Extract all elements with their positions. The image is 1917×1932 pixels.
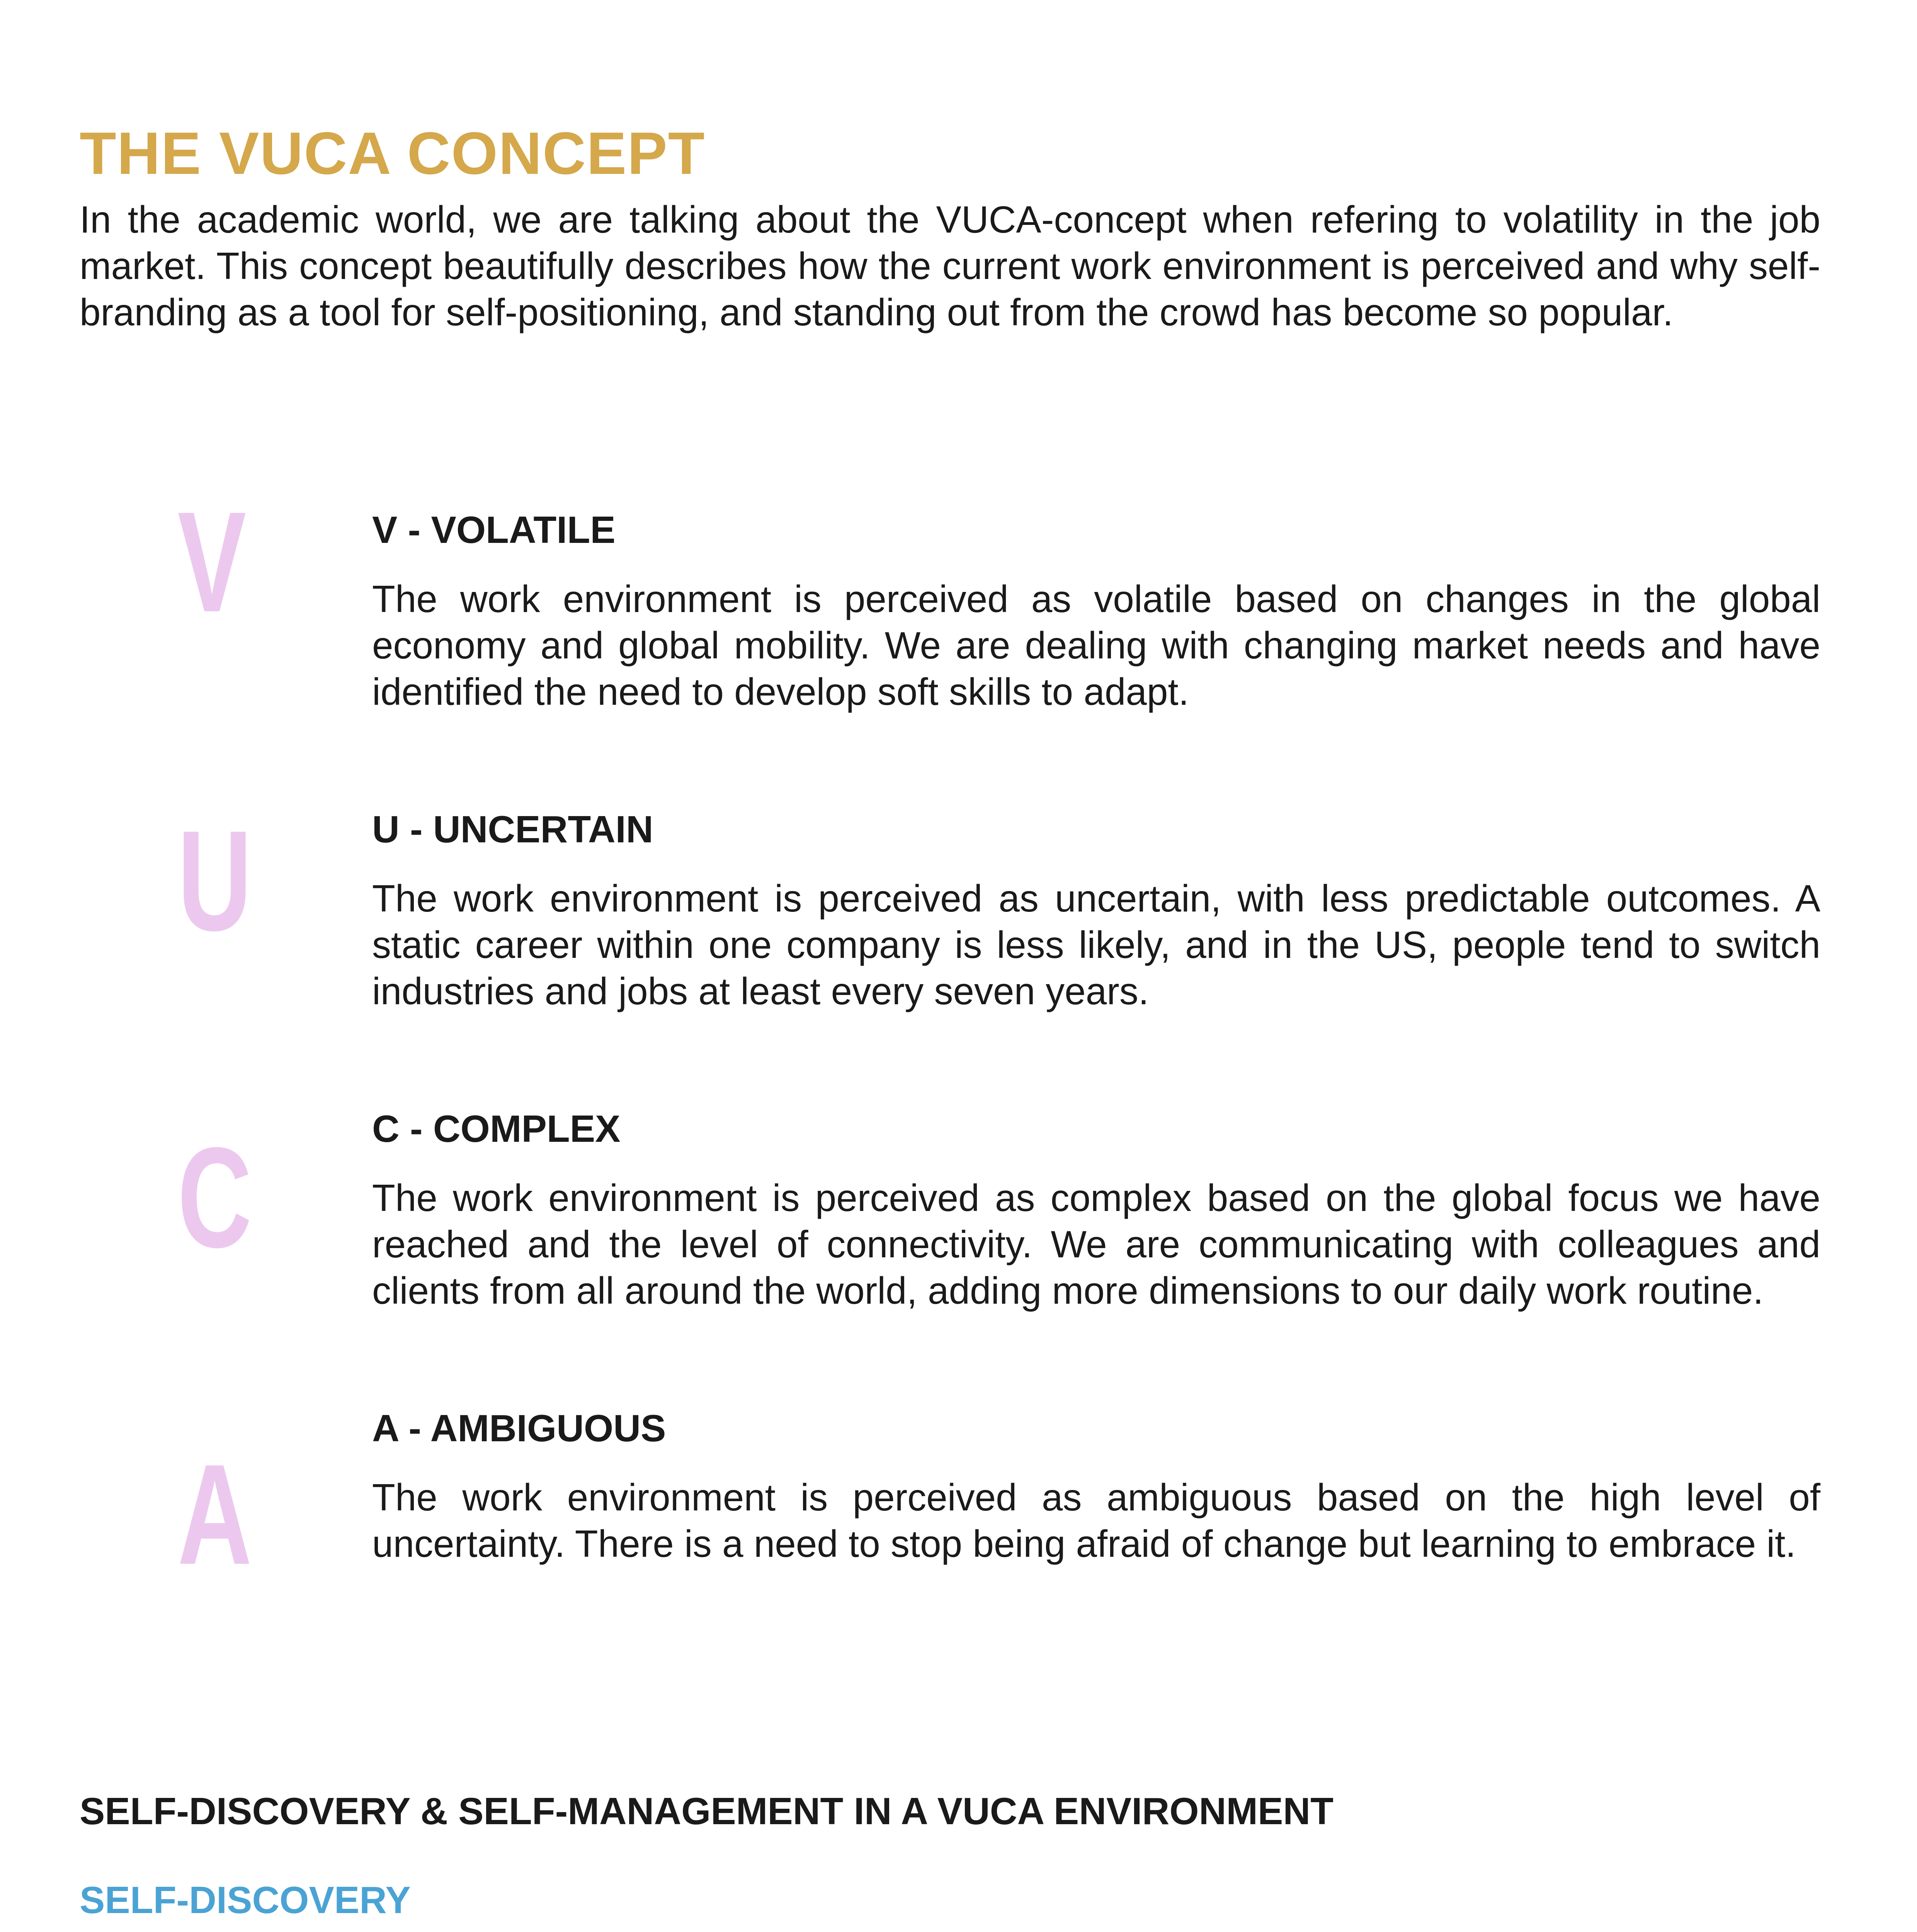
subsection-title: SELF-DISCOVERY [80,1879,411,1921]
vuca-text-uncertain: The work environment is perceived as uncertain, with less predictable outcomes. A static career within one company is less likely, and in the US, people tend to switch industries and jobs at least every seven years. [372,877,1820,1012]
intro-paragraph: In the academic world, we are talking about the VUCA-concept when refering to volatility in the job market. This concept beautifully describes how the current work environment is perceived and why self-branding as a tool for self-positioning, and standing out from the crowd has become so popular. [80,198,1820,333]
vuca-text-ambiguous: The work environment is perceived as ambiguous based on the high level of uncertainty. There is a need to stop being afraid of change but learning to embrace it. [372,1476,1820,1565]
section-title: SELF-DISCOVERY & SELF-MANAGEMENT IN A VUCA ENVIRONMENT [80,1790,1334,1832]
page-title: THE VUCA CONCEPT [80,119,706,187]
vuca-letter-a: A [177,1435,252,1594]
vuca-heading-ambiguous: A - AMBIGUOUS [372,1407,666,1449]
vuca-letter-c: C [177,1118,252,1277]
vuca-heading-volatile: V - VOLATILE [372,509,616,551]
vuca-text-volatile: The work environment is perceived as volatile based on changes in the global economy and global mobility. We are dealing with changing market needs and have identified the need to develop soft skills to adapt. [372,578,1820,713]
vuca-heading-uncertain: U - UNCERTAIN [372,808,653,850]
vuca-letter-v: V [177,482,247,642]
vuca-heading-complex: C - COMPLEX [372,1107,621,1150]
vuca-letter-u: U [177,801,252,961]
vuca-text-complex: The work environment is perceived as complex based on the global focus we have reached and the level of connectivity. We are communicating with colleagues and clients from all around the world, adding more dimensions to our daily work routine. [372,1177,1820,1312]
